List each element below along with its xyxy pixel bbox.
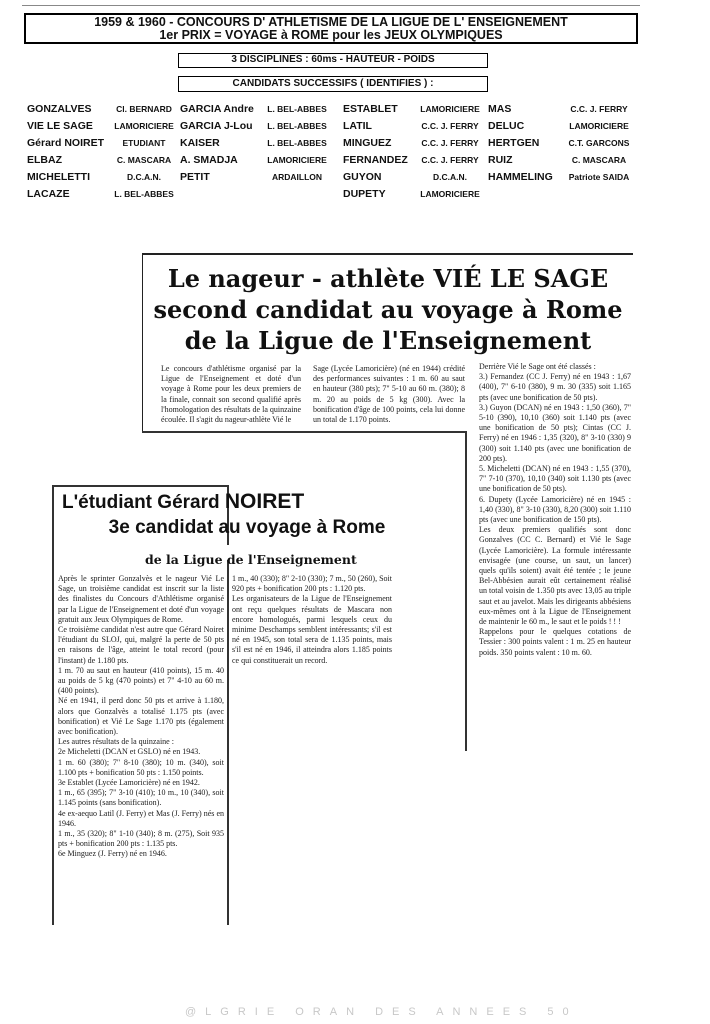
article2-paragraph: 1 m., 65 (395); 7" 3-10 (410); 10 m., 10 (340), soit 1.145 points (sans bonification). <box>58 788 224 808</box>
candidate-name: HERTGEN <box>488 137 540 149</box>
title-line-2: 1er PRIX = VOYAGE à ROME pour les JEUX OLYMPIQUES <box>159 28 503 42</box>
candidate-name: HAMMELING <box>488 171 553 183</box>
article1-paragraph: 3.) Guyon (DCAN) né en 1943 : 1,50 (360), 7" 5-10 (390), 10,10 (360) soit 1.140 pts (avec une bonification de 50 pts); Cintas (CC J. Ferry) né en 1946 : 1,35 (320), 8" 3-10 (330) 9 (300) soit 1.140 pts (avec une bonification de 200 pts). <box>479 402 631 463</box>
candidate-name: DELUC <box>488 120 525 132</box>
candidate-club: C.C. J. FERRY <box>421 138 479 148</box>
candidate-club: Patriote SAIDA <box>568 172 630 182</box>
article2-col2 <box>232 574 392 684</box>
article2-headline-name: NOIRET <box>224 490 305 513</box>
candidate-club: ARDAILLON <box>271 172 323 182</box>
candidate-name: DUPETY <box>343 188 386 200</box>
article2-paragraph: Ce troisième candidat n'est autre que Gérard Noiret l'étudiant du SLOJ, qui, malgré la perte de 50 pts en raisons de l'âge, atteint le total record (pour l'instant) de 1.180 pts. <box>58 625 224 665</box>
candidate-name: MICHELETTI <box>27 171 90 183</box>
candidates-col2-clubs <box>258 101 336 186</box>
candidate-club: L. BEL-ABBES <box>267 104 327 114</box>
candidate-club: LAMORICIERE <box>114 121 174 131</box>
candidate-club: LAMORICIERE <box>420 104 480 114</box>
article1-col1 <box>161 364 301 425</box>
article2-paragraph: 4e ex-aequo Latil (J. Ferry) et Mas (J. Ferry) nés en 1946. <box>58 808 224 828</box>
article2-headline-line3: de la Ligue de l'Enseignement <box>145 552 357 567</box>
candidate-name: LATIL <box>343 120 372 132</box>
candidate-name: ESTABLET <box>343 103 398 115</box>
article2-headline-part: L'étudiant Gérard <box>62 492 225 513</box>
candidate-club: C.C. J. FERRY <box>421 121 479 131</box>
candidate-club: L. BEL-ABBES <box>267 121 327 131</box>
candidate-club: D.C.A.N. <box>127 172 161 182</box>
article2-paragraph: Né en 1941, il perd donc 50 pts et arrive à 1.180, alors que Gonzalvès a totalisé 1.175 pts (avec bonification) et Vié Le Sage 1.170 pts (également avec bonification). <box>58 696 224 737</box>
candidate-name: GARCIA J-Lou <box>180 120 253 132</box>
title-line-1: 1959 & 1960 - CONCOURS D' ATHLETISME DE LA LIGUE DE L' ENSEIGNEMENT <box>94 15 568 29</box>
candidates-col1-clubs <box>108 101 180 203</box>
article2-col1 <box>58 574 224 926</box>
candidate-name: PETIT <box>180 171 210 183</box>
candidates-col3-names <box>343 101 408 203</box>
article1-headline-line3: de la Ligue de l'Enseignement <box>184 326 592 355</box>
candidate-club: C.C. J. FERRY <box>570 104 628 114</box>
disciplines-box: 3 DISCIPLINES : 60ms - HAUTEUR - POIDS <box>178 53 488 68</box>
candidate-name: MINGUEZ <box>343 137 392 149</box>
article2-paragraph: 6e Minguez (J. Ferry) né en 1946. <box>58 849 167 859</box>
candidate-club: D.C.A.N. <box>433 172 467 182</box>
candidate-club: ETUDIANT <box>122 138 166 148</box>
top-rule <box>22 5 640 6</box>
article2-paragraph: Après le sprinter Gonzalvès et le nageur Vié Le Sage, un troisième candidat est inscrit sur la liste des finalistes du Concours d'Athlétisme organisé par la Ligue de l'Enseignement et doté d'un voyage gratuit aux Jeux Olympiques de Rome. <box>58 574 224 624</box>
footer-watermark: @LGRIE ORAN DES ANNEES 50 <box>185 1006 578 1018</box>
article2-paragraph: 1 m., 35 (320); 8" 1-10 (340); 8 m. (275), Soit 935 pts + bonification 200 pts : 1.135 pts. <box>58 829 224 849</box>
candidates-col1-names <box>27 101 104 203</box>
candidate-name: GARCIA Andre <box>180 103 254 115</box>
candidate-name: RUIZ <box>488 154 513 166</box>
article1-paragraph: 5. Micheletti (DCAN) né en 1943 : 1,55 (370), 7" 7-10 (370), 10,10 (340) soit 1.130 pts (avec une bonification de 50 pts). <box>479 464 631 494</box>
candidate-name: LACAZE <box>27 188 70 200</box>
article1-headline-line1: Le nageur - athlète VIÉ LE SAGE <box>167 264 609 293</box>
article1-paragraph: 3.) Fernandez (CC J. Ferry) né en 1943 : 1,67 (400), 7" 6-10 (380), 9 m. 30 (335) soit 1.165 pts (avec une bonification de 50 pts). <box>479 372 631 402</box>
candidate-club: LAMORICIERE <box>267 155 327 165</box>
clipping-rule <box>465 431 467 751</box>
clipping-rule <box>52 485 227 487</box>
article1-headline-line2: second candidat au voyage à Rome <box>153 295 623 324</box>
candidate-name: KAISER <box>180 137 220 149</box>
candidates-col3-clubs <box>412 101 488 203</box>
candidates-col2-names <box>180 101 254 186</box>
article1-paragraph: Les deux premiers qualifiés sont donc Gonzalves (CC C. Bernard) et Vié le Sage (Lycée Lamoricière). La formule intéressante envisagée (une course, un saut, un lancer) quels qu'ils soient) avait été tentée ; le jeune Bel-Abbésien aurait eût certainement réalisé un total voisin de 1.350 pts avec 13,05 au triple saut et au javelot. Mais les dirigeants abbésiens eux-mêmes ont à la Ligue de l'Enseignement de maintenir le 60 m., le saut et le poids ! ! ! <box>479 525 631 627</box>
clipping-rule <box>52 485 54 925</box>
candidate-name: MAS <box>488 103 512 115</box>
title-box <box>24 13 638 44</box>
article2-paragraph: 1 m., 40 (330); 8" 2-10 (330); 7 m., 50 (260), Soit 920 pts + bonification 200 pts : 1.120 pts. <box>232 574 392 594</box>
article1-col2 <box>313 364 465 425</box>
article2-paragraph: Les autres résultats de la quinzaine : <box>58 737 174 747</box>
candidate-club: L. BEL-ABBES <box>267 138 327 148</box>
candidate-club: Cl. BERNARD <box>116 104 172 114</box>
candidate-name: GUYON <box>343 171 382 183</box>
article-noiret-headline <box>62 490 386 541</box>
article1-paragraph: Rappelons pour le quelques cotations de Tessier : 300 points valent : 1 m. 25 en hauteur poids. 350 points valent : 10 m. 60. <box>479 627 631 657</box>
candidate-club: LAMORICIERE <box>420 189 480 199</box>
article2-headline-line1 <box>62 490 305 515</box>
clipping-rule <box>227 560 229 925</box>
article2-paragraph: 3e Establet (Lycée Lamoricière) né en 1942. <box>58 778 200 788</box>
candidate-name: A. SMADJA <box>180 154 238 166</box>
candidate-club: C.T. GARCONS <box>568 138 630 148</box>
article2-headline-line2: 3e candidat au voyage à Rome <box>108 517 386 538</box>
candidate-club: C. MASCARA <box>571 155 627 165</box>
article1-paragraph: 6. Dupety (Lycée Lamoricière) né en 1945 : 1,40 (330), 8" 3-10 (330), 8,20 (300) soit 1.110 pts (avec une bonification de 150 pts). <box>479 494 631 525</box>
candidate-club: L. BEL-ABBES <box>114 189 174 199</box>
candidate-name: VIE LE SAGE <box>27 120 93 132</box>
candidate-name: Gérard NOIRET <box>27 137 105 149</box>
article2-paragraph: 1 m. 70 au saut en hauteur (410 points), 15 m. 40 au poids de 5 kg (470 points) et 7" 4-10 au 60 m. (400 points). <box>58 665 224 696</box>
article1-paragraph: Derrière Vié le Sage ont été classés : <box>479 362 596 371</box>
candidate-name: FERNANDEZ <box>343 154 408 166</box>
article1-col3 <box>479 362 631 750</box>
article2-paragraph: 1 m. 60 (380); 7" 8-10 (380); 10 m. (340), soit 1.100 pts + bonification 50 pts : 1.150 points. <box>58 757 224 777</box>
candidate-club: LAMORICIERE <box>569 121 629 131</box>
candidate-club: C.C. J. FERRY <box>421 155 479 165</box>
article2-paragraph: Les organisateurs de la Ligue de l'Enseignement ont reçu quelques résultats de Mascara non encore homologués, parmi lesquels ceux du minime Deschamps semblent intéressants; s'il est né en 1945, son total sera de 1.135 points, mais s'il est né en 1946, il atteindra alors 1.185 points ce qui constituerait un record. <box>232 594 392 665</box>
article2-paragraph: 2e Micheletti (DCAN et GSLO) né en 1943. <box>58 747 201 757</box>
clipping-rule <box>142 431 465 433</box>
article1-headline <box>143 263 633 356</box>
candidates-heading: CANDIDATS SUCCESSIFS ( IDENTIFIES ) : <box>178 76 488 92</box>
candidate-name: GONZALVES <box>27 103 92 115</box>
candidate-name: ELBAZ <box>27 154 62 166</box>
article1-paragraph: Le concours d'athlétisme organisé par la Ligue de l'Enseignement et doté d'un voyage à Rome pour les deux premiers de la finale, connait son second qualifié après l'homologation des résultats de la quinzaine écoulée. Il s'agit du nageur-athlète Vié le <box>161 364 301 425</box>
candidate-club: C. MASCARA <box>116 155 172 165</box>
candidates-col4-names <box>488 101 553 186</box>
article1-paragraph: Sage (Lycée Lamoricière) (né en 1944) crédité des performances suivantes : 1 m. 60 au saut en hauteur (380 pts); 7" 5-10 au 60 m. (380); 8 m. 20 au poids de 5 kg (300). Avec la bonification d'âge de 100 points, cela lui donne un total de 1.170 points. <box>313 364 465 425</box>
candidates-col4-clubs <box>560 101 638 186</box>
